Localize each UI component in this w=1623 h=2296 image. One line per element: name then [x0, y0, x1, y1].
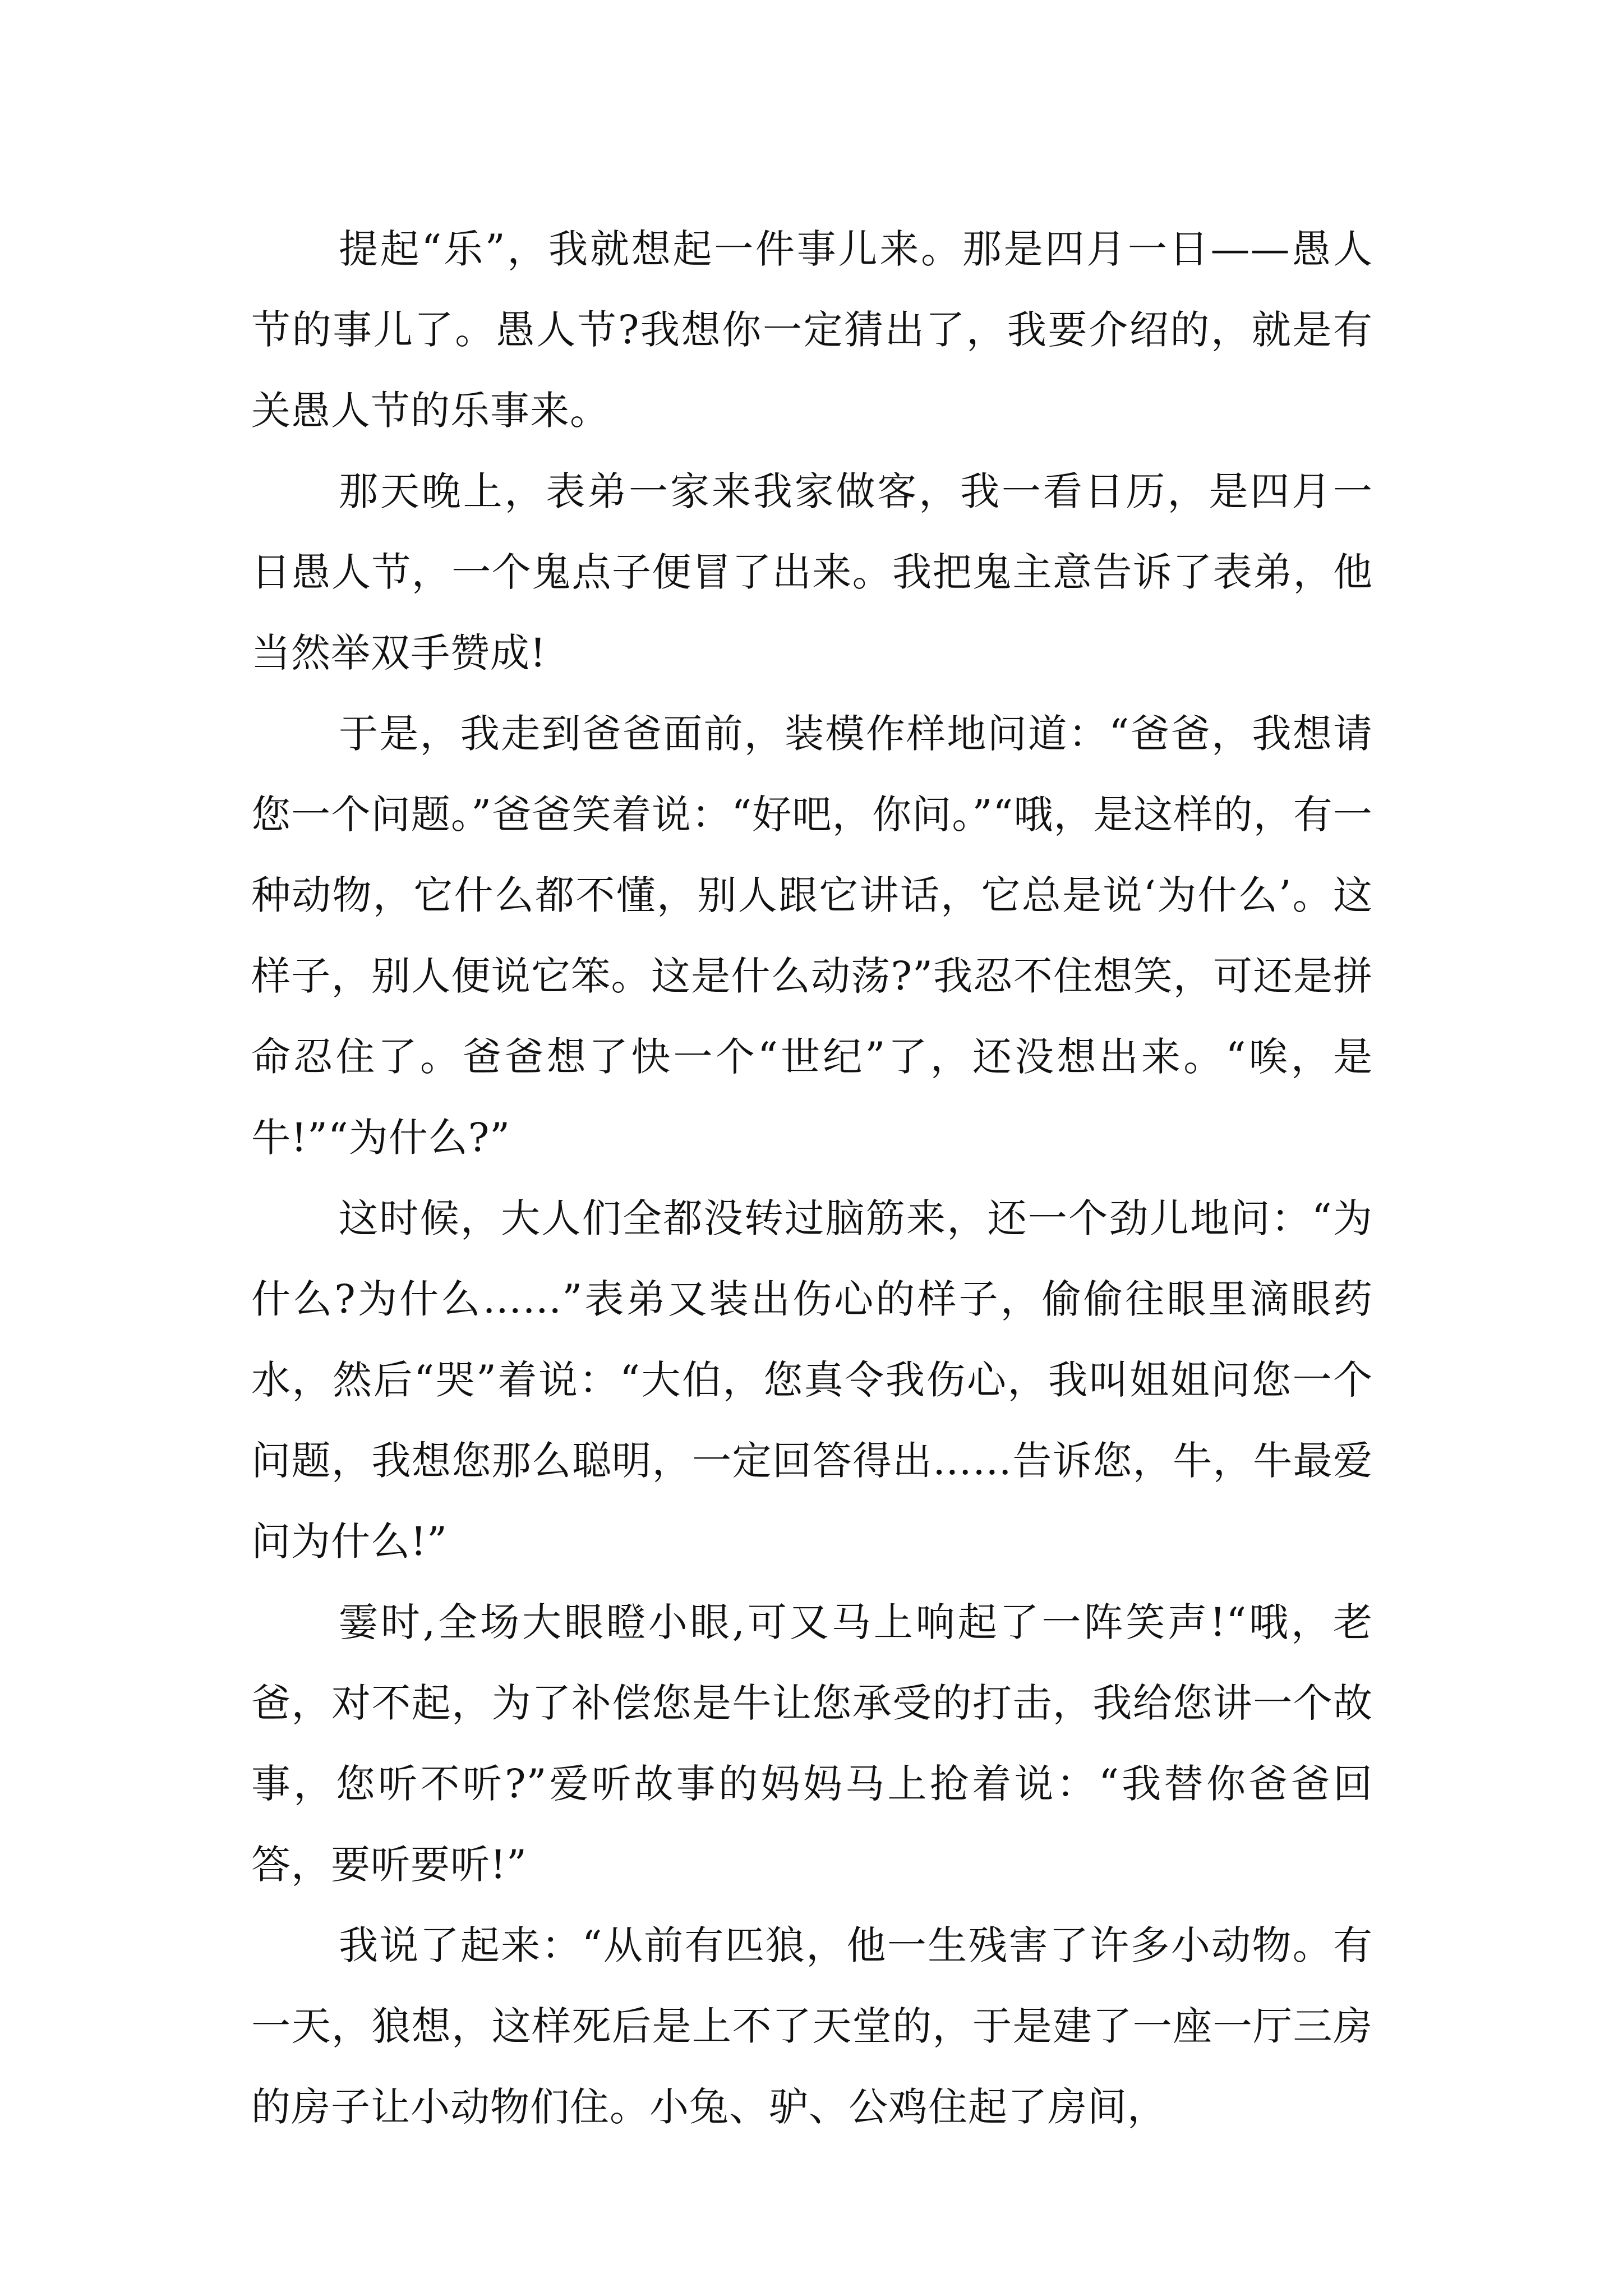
paragraph-6: 我说了起来：“从前有匹狼，他一生残害了许多小动物。有一天，狼想，这样死后是上不了天堂的，于是建了一座一厅三房的房子让小动物们住。小兔、驴、公鸡住起了房间，	[251, 1922, 1373, 2130]
paragraph-1: 提起“乐”，我就想起一件事儿来。那是四月一日——愚人节的事儿了。愚人节?我想你一定猜出了，我要介绍的，就是有关愚人节的乐事来。	[251, 226, 1373, 434]
paragraph-2: 那天晚上，表弟一家来我家做客，我一看日历，是四月一日愚人节，一个鬼点子便冒了出来。我把鬼主意告诉了表弟，他当然举双手赞成!	[251, 468, 1373, 676]
body-text	[251, 209, 1373, 2147]
paragraph-4: 这时候，大人们全都没转过脑筋来，还一个劲儿地问：“为什么?为什么……”表弟又装出伤心的样子，偷偷往眼里滴眼药水，然后“哭”着说：“大伯，您真令我伤心，我叫姐姐问您一个问题，我想您那么聪明，一定回答得出……告诉您，牛，牛最爱问为什么!”	[251, 1195, 1373, 1565]
paragraph-5: 霎时,全场大眼瞪小眼,可又马上响起了一阵笑声!“哦，老爸，对不起，为了补偿您是牛让您承受的打击，我给您讲一个故事，您听不听?”爱听故事的妈妈马上抢着说：“我替你爸爸回答，要听要听!”	[251, 1599, 1373, 1888]
paragraph-3: 于是，我走到爸爸面前，装模作样地问道：“爸爸，我想请您一个问题。”爸爸笑着说：“好吧，你问。”“哦，是这样的，有一种动物，它什么都不懂，别人跟它讲话，它总是说‘为什么’。这样子，别人便说它笨。这是什么动荡?”我忍不住想笑，可还是拼命忍住了。爸爸想了快一个“世纪”了，还没想出来。“唉，是牛!”“为什么?”	[251, 711, 1373, 1161]
